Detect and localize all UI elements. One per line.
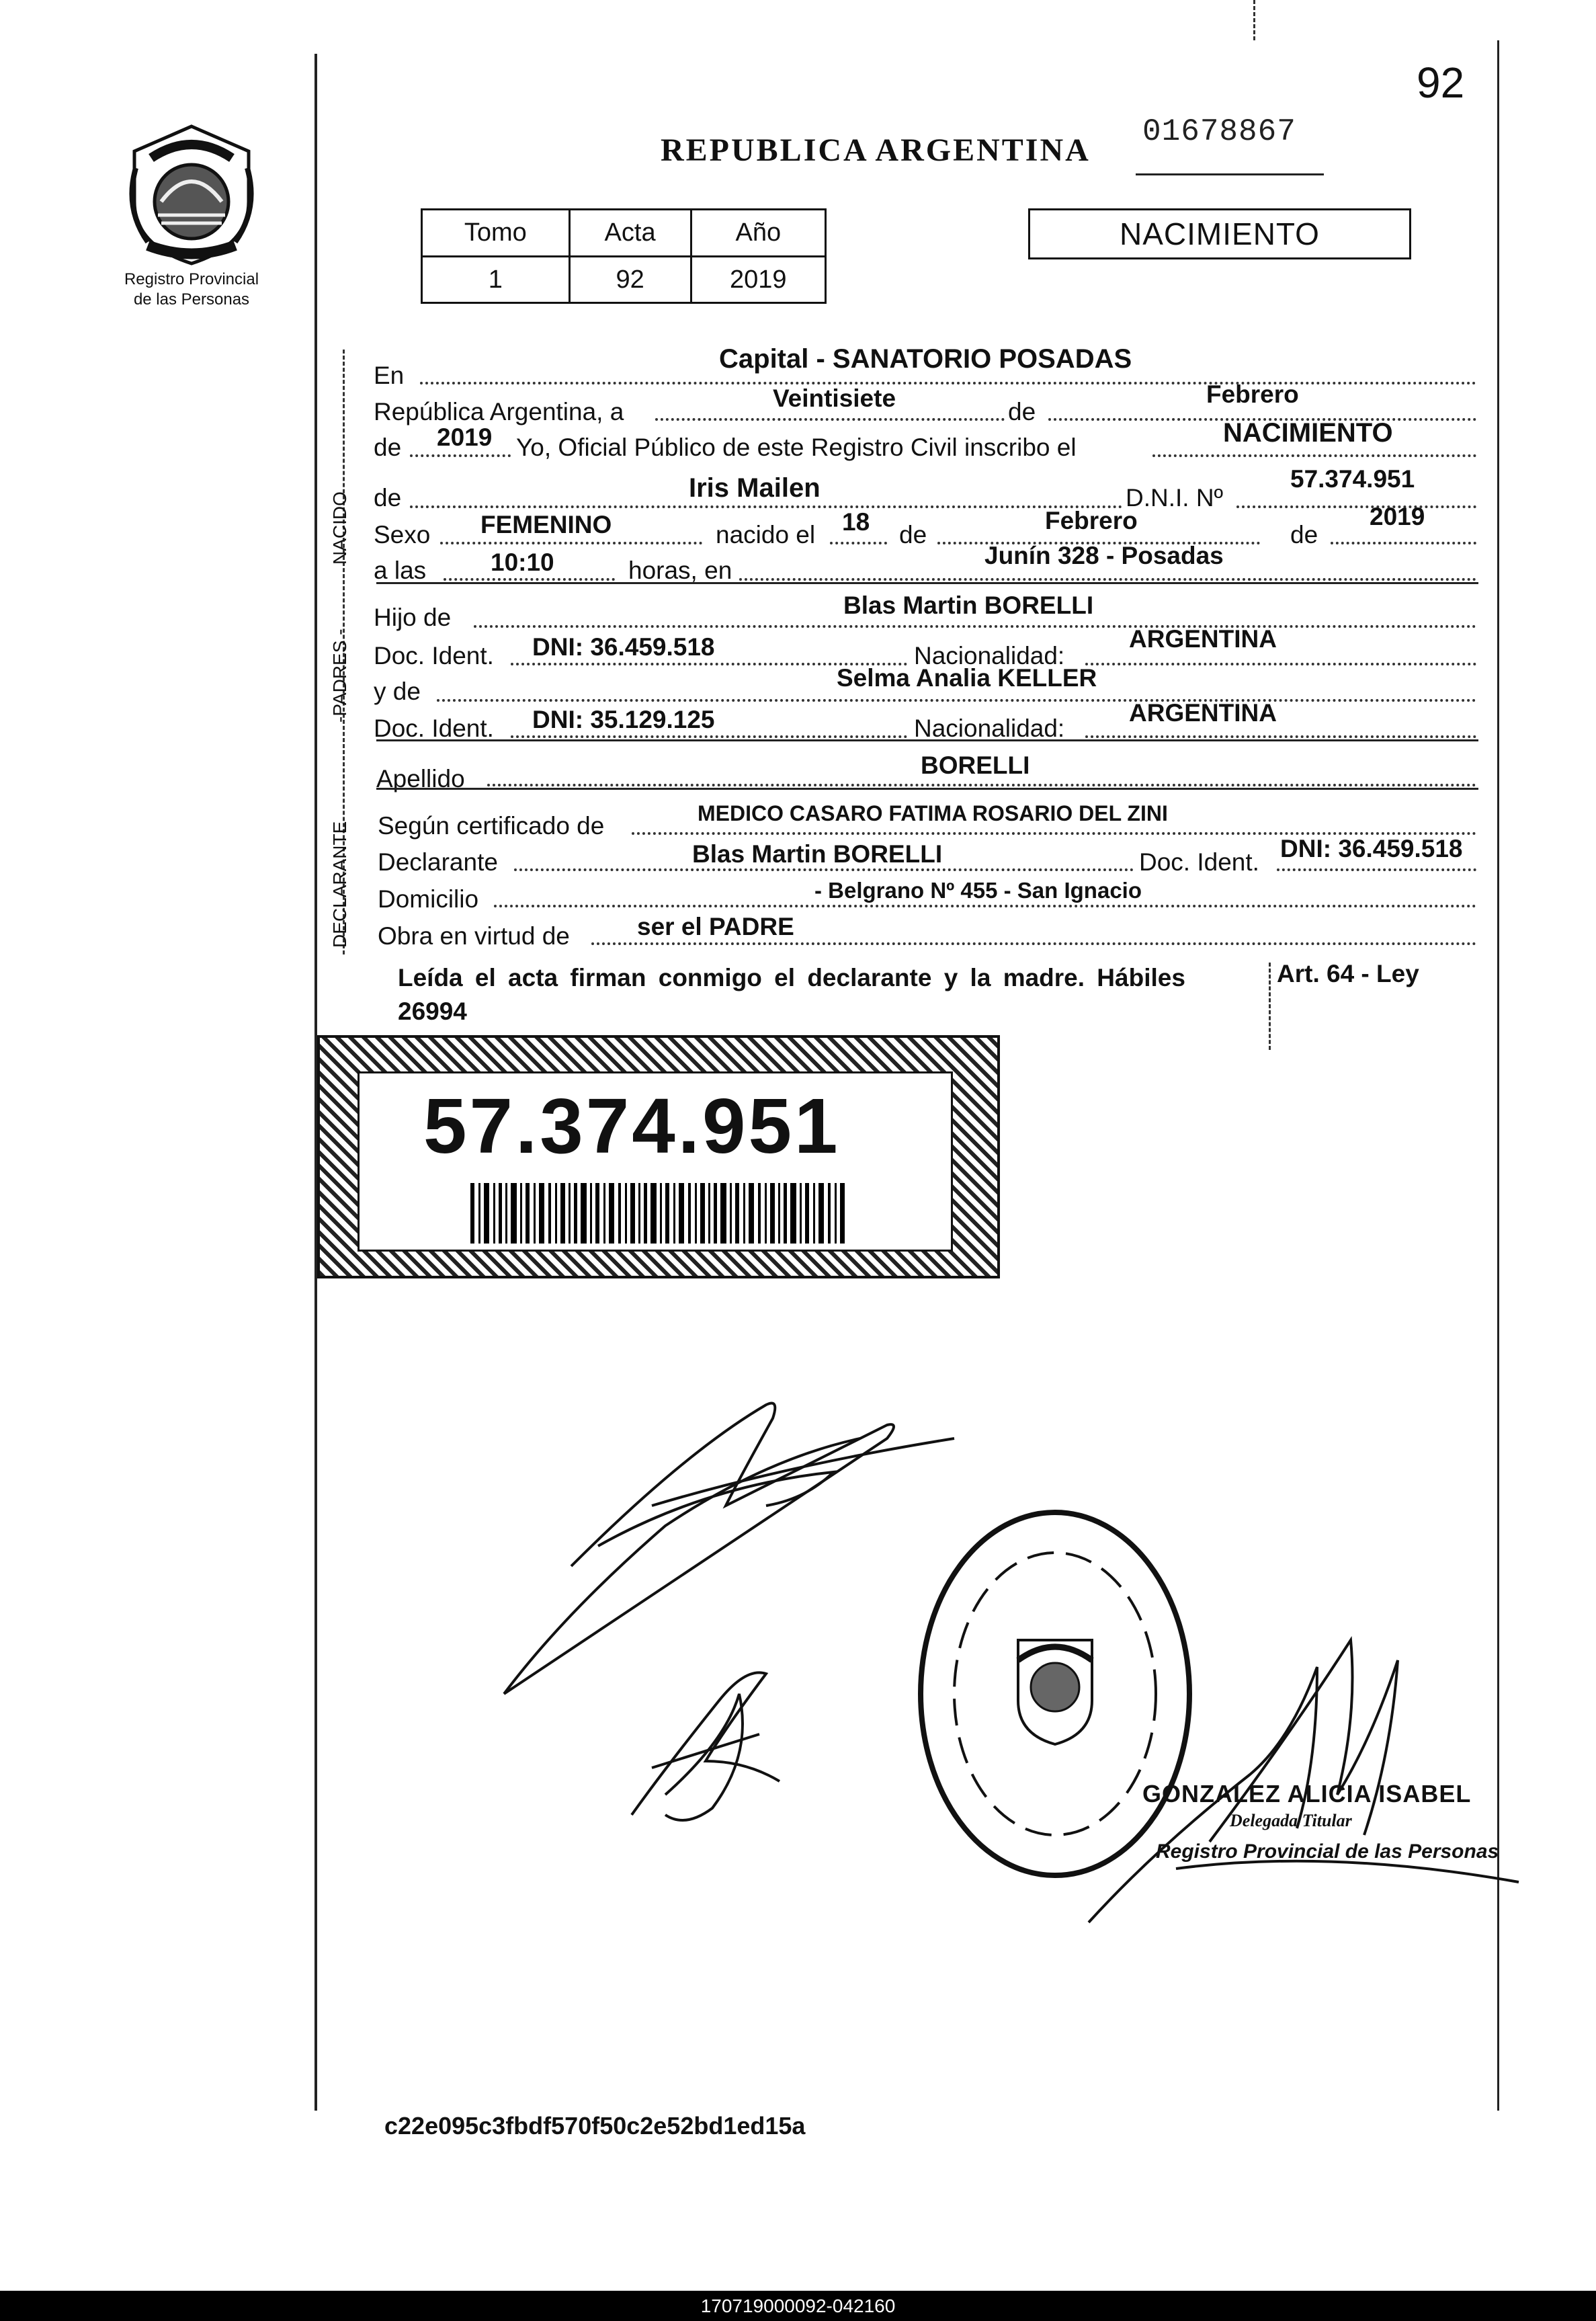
- label-apellido: Apellido: [376, 765, 465, 792]
- dots: [410, 454, 511, 457]
- label-de-name: de: [374, 484, 402, 512]
- rule: [376, 788, 1478, 790]
- note-leida: Leída el acta firman conmigo el declarante y la madre. Hábiles: [398, 964, 1185, 991]
- label-y-de: y de: [374, 678, 421, 705]
- label-republica: República Argentina, a: [374, 398, 624, 425]
- value-apellido: BORELLI: [921, 751, 1030, 779]
- label-inscribo: Yo, Oficial Público de este Registro Civil inscribo el: [516, 434, 1077, 461]
- value-dia-texto: Veintisiete: [773, 384, 896, 412]
- serial-underline: [1136, 173, 1324, 175]
- value-padre: Blas Martin BORELLI: [843, 592, 1094, 619]
- dots: [1236, 505, 1476, 508]
- table-value-tomo: 1: [422, 257, 570, 303]
- value-sexo: FEMENINO: [480, 511, 612, 538]
- value-mes-texto: Febrero: [1206, 380, 1299, 408]
- note-leida-cont: 26994: [398, 997, 467, 1025]
- dots: [440, 542, 702, 544]
- province-seal-logo: [121, 121, 262, 269]
- dots: [487, 784, 1476, 786]
- dots: [474, 625, 1476, 628]
- table-value-anio: 2019: [691, 257, 825, 303]
- dots: [514, 868, 1134, 871]
- document-type-box: [1028, 208, 1411, 259]
- bottom-bar: [0, 2291, 1596, 2321]
- dots: [655, 418, 1005, 421]
- table-value-acta: 92: [569, 257, 691, 303]
- dots: [1277, 868, 1476, 871]
- value-anio-inscripcion: 2019: [437, 423, 493, 451]
- value-dni: 57.374.951: [1290, 465, 1415, 493]
- document-heading: REPUBLICA ARGENTINA: [661, 132, 1091, 168]
- label-hijo-de: Hijo de: [374, 604, 452, 631]
- dots: [1152, 454, 1476, 457]
- note-art: Art. 64 - Ley: [1277, 960, 1419, 987]
- label-dni: D.N.I. Nº: [1126, 484, 1224, 512]
- rule: [376, 739, 1478, 741]
- sticker-number: 57.374.951: [423, 1082, 841, 1170]
- rule: [376, 582, 1478, 584]
- dots: [410, 505, 1122, 508]
- value-domicilio: - Belgrano Nº 455 - San Ignacio: [814, 878, 1142, 903]
- label-en: En: [374, 362, 405, 389]
- bottom-bar-text: 170719000092-042160: [700, 2295, 896, 2316]
- label-de2: de: [1290, 521, 1318, 548]
- dots: [420, 382, 1476, 384]
- label-sexo: Sexo: [374, 521, 431, 548]
- value-declarante: Blas Martin BORELLI: [692, 840, 943, 868]
- label-nacido-el: nacido el: [716, 521, 816, 548]
- value-obra: ser el PADRE: [637, 913, 794, 940]
- label-nacionalidad-2: Nacionalidad:: [914, 715, 1065, 742]
- value-certificado: MEDICO CASARO FATIMA ROSARIO DEL ZINI: [698, 801, 1168, 825]
- label-nacionalidad-1: Nacionalidad:: [914, 642, 1065, 669]
- dots: [444, 578, 615, 581]
- label-segun: Según certificado de: [378, 812, 605, 840]
- value-lugar: Capital - SANATORIO POSADAS: [719, 344, 1132, 374]
- value-mes-nac: Febrero: [1045, 507, 1138, 534]
- label-de-year: de: [374, 434, 402, 461]
- dots: [739, 578, 1476, 581]
- section-declarante: DECLARANTE: [329, 821, 350, 948]
- value-hora: 10:10: [491, 548, 554, 576]
- dots: [511, 735, 907, 738]
- label-de-month: de: [1008, 398, 1036, 425]
- value-nombre: Iris Mailen: [689, 473, 821, 503]
- barcode: [470, 1183, 847, 1244]
- value-padre-doc: DNI: 36.459.518: [532, 633, 715, 661]
- label-doc-ident-1: Doc. Ident.: [374, 642, 494, 669]
- value-lugar-nac: Junín 328 - Posadas: [984, 542, 1224, 569]
- note-separator: [1269, 963, 1271, 1050]
- value-anio-nac: 2019: [1370, 503, 1425, 530]
- serial-number: 01678867: [1142, 114, 1296, 149]
- label-a-las: a las: [374, 557, 427, 584]
- dots: [591, 942, 1476, 945]
- dots: [437, 699, 1476, 702]
- value-madre-doc: DNI: 35.129.125: [532, 706, 715, 733]
- table-header-tomo: Tomo: [422, 210, 570, 257]
- document-type-label: NACIMIENTO: [1120, 216, 1320, 251]
- value-madre: Selma Analia KELLER: [837, 664, 1097, 692]
- table-header-acta: Acta: [569, 210, 691, 257]
- dots: [1085, 663, 1476, 665]
- label-doc-ident-decl: Doc. Ident.: [1139, 848, 1259, 876]
- page-number: 92: [1417, 58, 1465, 107]
- record-table: [421, 208, 827, 304]
- label-declarante: Declarante: [378, 848, 498, 876]
- label-obra: Obra en virtud de: [378, 922, 570, 950]
- value-declarante-doc: DNI: 36.459.518: [1280, 835, 1463, 862]
- official-office: Registro Provincial de las Personas: [1156, 1840, 1499, 1863]
- value-madre-nac: ARGENTINA: [1129, 699, 1277, 727]
- label-horas-en: horas, en: [628, 557, 732, 584]
- dots: [1085, 735, 1476, 738]
- value-tipo: NACIMIENTO: [1223, 418, 1393, 448]
- mother-signature: [625, 1660, 813, 1835]
- logo-caption-line2: de las Personas: [133, 290, 250, 309]
- table-header-anio: Año: [691, 210, 825, 257]
- official-name: GONZALEZ ALICIA ISABEL: [1142, 1780, 1472, 1807]
- label-domicilio: Domicilio: [378, 885, 479, 913]
- footer-hash: c22e095c3fbdf570f50c2e52bd1ed15a: [384, 2112, 806, 2140]
- section-padres: -PADRES -: [329, 628, 350, 723]
- official-title: Delegada Titular: [1230, 1811, 1352, 1830]
- dots: [1331, 542, 1476, 544]
- dots: [494, 905, 1476, 907]
- value-dia-nac: 18: [842, 508, 870, 536]
- dots: [830, 542, 887, 544]
- logo-caption-line1: Registro Provincial: [124, 270, 259, 288]
- top-tick-line: [1253, 0, 1255, 40]
- label-doc-ident-2: Doc. Ident.: [374, 715, 494, 742]
- section-nacido: NACIDO: [329, 491, 350, 565]
- label-de1: de: [899, 521, 927, 548]
- value-padre-nac: ARGENTINA: [1129, 625, 1277, 653]
